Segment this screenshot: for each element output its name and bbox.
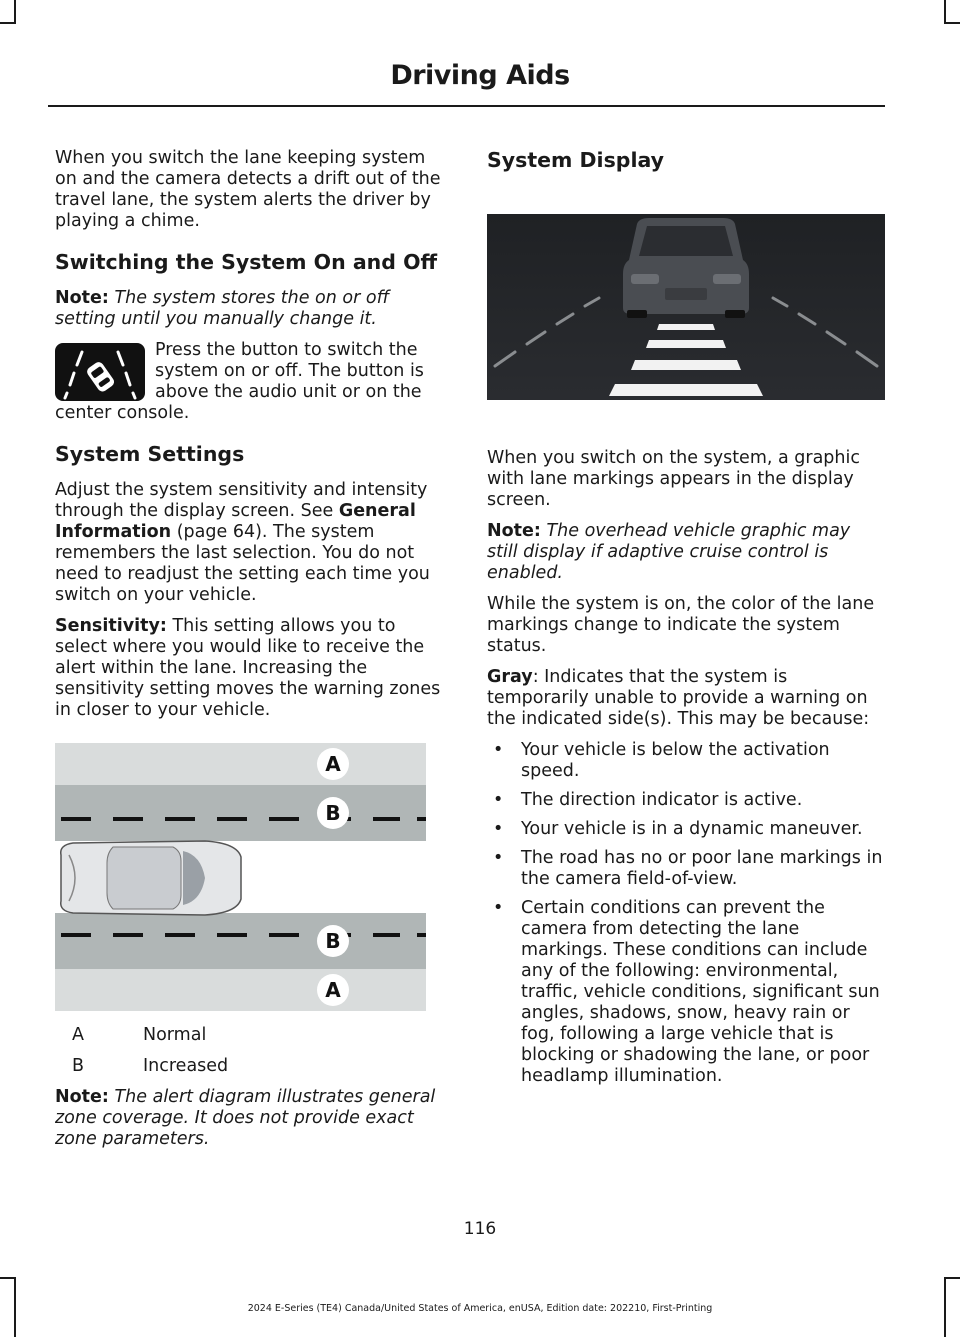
legend-value: Increased — [143, 1056, 229, 1076]
zone-diagram-svg — [55, 743, 426, 1011]
zone-label-b-bottom: B — [325, 929, 341, 953]
gray-text: : Indicates that the system is temporarily unable to provide a warning on the indicated side(s). This may be because: — [487, 667, 870, 729]
crop-mark — [944, 22, 960, 24]
zone-label-a-top: A — [325, 752, 341, 776]
gray-reasons-list — [487, 740, 885, 1087]
sensitivity-label: Sensitivity: — [55, 616, 167, 636]
left-column — [55, 148, 447, 1160]
settings-text-2: (page 64). The system remembers the last selection. You do not need to readjust the setting each time you switch on your vehicle. — [55, 522, 430, 605]
note-text: The system stores the on or off setting until you manually change it. — [55, 288, 390, 329]
note-label: Note: — [487, 521, 541, 541]
list-item: • The direction indicator is active. — [487, 790, 885, 811]
legend-row-b — [55, 1056, 447, 1077]
settings-paragraph — [55, 480, 447, 606]
note-text: The overhead vehicle graphic may still display if adaptive cruise control is enabled. — [487, 521, 851, 583]
gray-label: Gray — [487, 667, 533, 687]
warning-zone-diagram — [55, 743, 426, 1011]
status-paragraph: While the system is on, the color of the lane markings change to indicate the system status. — [487, 594, 875, 656]
heading-switching-on-off: Switching the System On and Off — [55, 250, 438, 274]
legend-value: Normal — [143, 1025, 207, 1045]
button-paragraph — [55, 340, 447, 424]
heading-system-settings: System Settings — [55, 442, 245, 466]
header-divider — [48, 105, 885, 107]
list-item: • The road has no or poor lane markings in the camera field-of-view. — [487, 848, 885, 890]
page-title: Driving Aids — [390, 60, 570, 91]
system-display-graphic — [487, 214, 885, 400]
zone-a-bottom — [55, 969, 426, 1011]
crop-mark — [14, 0, 16, 22]
crop-mark — [0, 1277, 16, 1279]
settings-text-1: Adjust the system sensitivity and intensity through the display screen. See — [55, 480, 428, 521]
page-footer: 2024 E-Series (TE4) Canada/United States of America, enUSA, Edition date: 202210, First-Printing — [247, 1303, 713, 1314]
heading-system-display: System Display — [487, 148, 665, 172]
list-item: • Your vehicle is in a dynamic maneuver. — [487, 819, 885, 840]
intro-paragraph: When you switch the lane keeping system on and the camera detects a drift out of the travel lane, the system alerts the driver by playing a chime. — [55, 148, 441, 231]
right-column — [487, 148, 885, 1095]
zone-b-bottom — [55, 913, 426, 969]
sensitivity-paragraph — [55, 616, 447, 721]
note-label: Note: — [55, 288, 109, 308]
general-information-link[interactable]: General Information — [55, 501, 416, 542]
lead-vehicle-graphic — [623, 218, 749, 318]
zone-a-top — [55, 743, 426, 785]
page-number: 116 — [463, 1219, 497, 1239]
list-item: • Your vehicle is below the activation speed. — [487, 740, 885, 782]
crop-mark — [944, 0, 946, 22]
lane-keeping-button-icon — [55, 343, 145, 401]
legend-key: B — [71, 1056, 84, 1076]
crop-mark — [0, 22, 16, 24]
note-label: Note: — [55, 1087, 109, 1107]
legend-row-a — [55, 1025, 447, 1046]
gray-paragraph — [487, 667, 885, 730]
note-diagram — [55, 1087, 447, 1150]
note-adaptive-cruise — [487, 521, 885, 584]
button-description: Press the button to switch the system on or off. The button is above the audio unit or on the center console. — [55, 340, 424, 423]
zone-label-a-bottom: A — [325, 978, 341, 1002]
display-paragraph: When you switch on the system, a graphic with lane markings appears in the display screen. — [487, 448, 860, 510]
sensitivity-text: This setting allows you to select where you would like to receive the alert within the lane. Increasing the sensitivity setting moves the warning zones in closer to your vehicle. — [55, 616, 441, 720]
zone-b-top — [55, 785, 426, 841]
crop-mark — [944, 1277, 960, 1279]
note-on-off — [55, 288, 447, 330]
vehicle-top-view — [61, 841, 241, 915]
zone-label-b-top: B — [325, 801, 341, 825]
list-item: • Certain conditions can prevent the camera from detecting the lane markings. These conditions can include any of the following: environmental, traffic, vehicle conditions, significant sun angles, shadows, snow, heavy rain or fog, following a large vehicle that is blocking or shadowing the lane, or poor headlamp illumination. — [487, 898, 885, 1087]
note-text: The alert diagram illustrates general zone coverage. It does not provide exact zone parameters. — [55, 1087, 436, 1149]
legend-key: A — [72, 1025, 84, 1045]
